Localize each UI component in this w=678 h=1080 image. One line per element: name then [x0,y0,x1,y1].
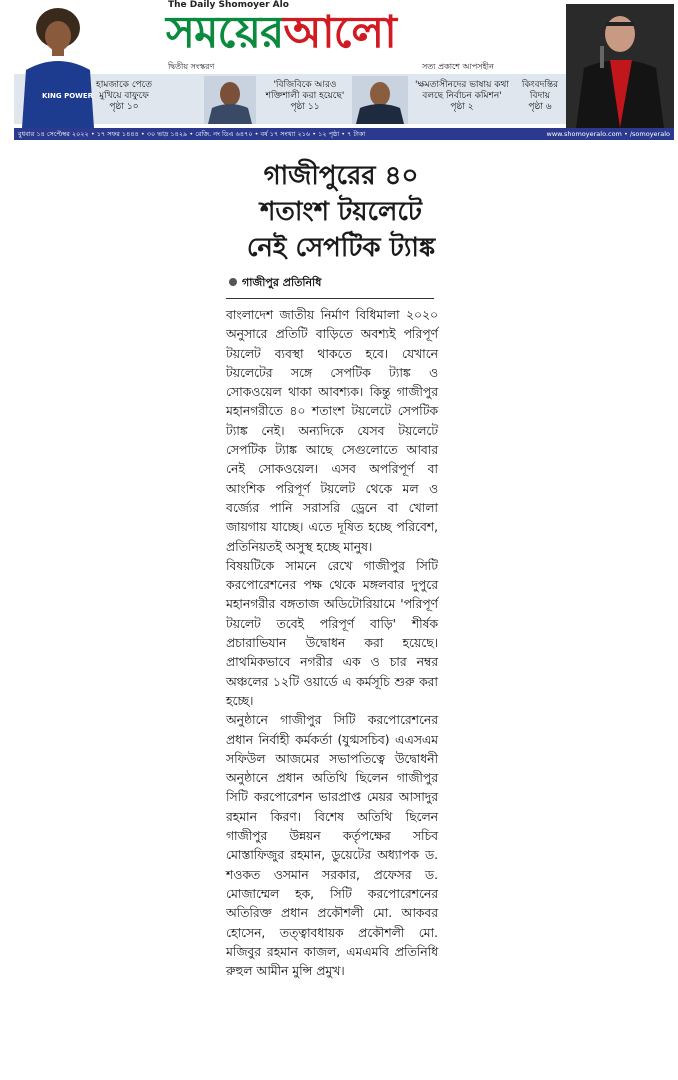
english-brand-name: The Daily Shomoyer Alo [168,0,289,10]
teaser-4-line1: কিংবদন্তির [521,80,559,90]
byline-bullet-icon [229,278,237,286]
teaser-1-line2: মুখিয়ে বাফুফে [99,91,149,101]
logo-part-1: সময়ের [166,7,284,58]
teaser-3-page: পৃষ্ঠা ২ [450,102,474,112]
byline-divider [226,298,434,299]
article-headline [236,158,446,266]
headline-line-3: নেই সেপটিক ট্যাঙ্ক [246,233,436,263]
article-paragraph-2: বিষয়টিকে সামনে রেখে গাজীপুর সিটি করপোরেশনের পক্ষ থেকে মঙ্গলবার দুপুরে মহানগরীর বঙ্গতাজ অডিটোরিয়ামে 'পরিপূর্ণ টয়লেট তবেই পরিপূর্ণ বাড়ি' শীর্ষক প্রচারাভিযান উদ্বোধন করা হয়েছে। প্রাথমিকভাবে নগরীর এক ও চার নম্বর অঞ্চলের ১২টি ওয়ার্ডে এ কর্মসূচি শুরু করা হচ্ছে। [226,558,438,708]
teaser-4-line2: বিদায় [529,91,551,101]
teaser-2-page: পৃষ্ঠা ১১ [290,102,320,112]
teaser-4-page: পৃষ্ঠা ৬ [528,102,552,112]
teaser-1-line1: হামজাকে পেতে [96,80,152,90]
teaser-2-portrait [204,76,256,124]
edition-label: দ্বিতীয় সংস্করণ [168,62,215,71]
dateline-left: বুধবার ১৪ সেপ্টেম্বর ২০২২ • ১৭ সফর ১৪৪৪ • ৩০ ভাদ্র ১৪২৯ • রেজি. নং ডিএ ৬৪৭০ • বর্ষ ১৭ সংখ্যা ২১৬ • ১২ পৃষ্ঠা • ৭ টাকা [18,130,366,138]
speaker-photo [566,4,674,128]
shirt-sponsor-text: KING POWER [42,92,94,100]
newspaper-masthead [0,0,678,142]
teaser-3[interactable] [406,80,518,113]
article-body [226,306,438,981]
teaser-2-line2: শক্তিশালী করা হয়েছে' [265,91,345,101]
article-paragraph-3: অনুষ্ঠানে গাজীপুর সিটি করপোরেশনের প্রধান নির্বাহী কর্মকর্তা (যুগ্মসচিব) এএসএম সফিউল আজমের সভাপতিত্বে উদ্বোধনী অনুষ্ঠানে প্রধান অতিথি ছিলেন গাজীপুর সিটি করপোরেশন ভারপ্রাপ্ত মেয়র আসাদুর রহমান কিরণ। বিশেষ অতিথি ছিলেন গাজীপুর উন্নয়ন কর্তৃপক্ষের সচিব মোস্তাফিজুর রহমান, ডুয়েটের অধ্যাপক ড. শওকত ওসমান সরকার, প্রফেসর ড. মোজাম্মেল হক, সিটি করপোরেশনের অতিরিক্ত প্রধান প্রকৌশলী মো. আকবর হোসেন, তত্ত্বাবধায়ক প্রকৌশলী মো. মজিবুর রহমান কাজল, এমএমবি প্রতিনিধি রুহুল আমীন মুন্সি প্রমুখ। [226,713,438,979]
teaser-2-line1: 'বিজিবিকে আরও [273,80,337,90]
article-paragraph-1: বাংলাদেশ জাতীয় নির্মাণ বিধিমালা ২০২০ অনুসারে প্রতিটি বাড়িতে অবশ্যই পরিপূর্ণ টয়লেট ব্যবস্থা থাকতে হবে। যেখানে টয়লেটের সঙ্গে সেপটিক ট্যাঙ্ক ও সোকওয়েল থাকা আবশ্যক। কিন্তু গাজীপুর মহানগরীতে ৪০ শতাংশ টয়লেটে সেপটিক ট্যাঙ্ক নেই। অন্যদিকে যেসব টয়লেটে সেপটিক ট্যাঙ্ক আছে সেগুলোতে আবার নেই সোকওয়েল। এসব অপরিপূর্ণ বা আংশিক পরিপূর্ণ টয়লেট থেকে মল ও বর্জ্যের পানি সরাসরি ড্রেনে বা খোলা জায়গায় যাচ্ছে। এতে দূষিত হচ্ছে পরিবেশ, প্রতিনিয়তই অসুস্থ হচ্ছে মানুষ। [226,308,438,554]
teaser-1[interactable] [76,80,172,113]
teaser-1-page: পৃষ্ঠা ১০ [109,102,139,112]
dateline-bar [14,128,674,140]
logo-part-2: আলো [283,7,396,58]
teaser-4[interactable] [512,80,568,113]
dateline-right: www.shomoyeralo.com • /somoyeralo [546,130,670,138]
headline-line-2: শতাংশ টয়লেটে [260,197,422,227]
teaser-2[interactable] [256,80,354,113]
slogan: সত্য প্রকাশে আপসহীন [422,62,494,71]
teaser-3-line2: বলছে নির্বাচন কমিশন' [422,91,502,101]
newspaper-logo [166,6,396,60]
teaser-3-line1: 'ক্ষমতাসীনদের ভাষায় কথা [415,80,509,90]
headline-line-1: গাজীপুরের ৪০ [263,161,419,191]
teaser-3-portrait [352,76,408,124]
article-byline: গাজীপুর প্রতিনিধি [242,276,322,289]
